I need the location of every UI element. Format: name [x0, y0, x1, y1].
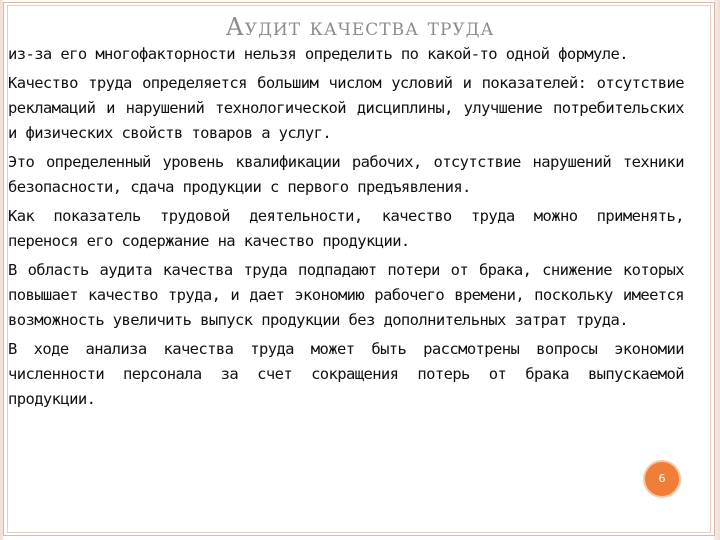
paragraph-6: В ходе анализа качества труда может быть рассмотрены вопросы экономии численности персонала за счет сокращения потерь от брака выпускаемой продукции. — [8, 340, 684, 408]
paragraph-3: Это определенный уровень квалификации рабочих, отсутствие нарушений техники безопасности, сдача продукции с первого предъявления. — [8, 153, 684, 196]
slide-body — [8, 42, 684, 416]
slide-title: Аудит качества труда — [225, 13, 495, 41]
paragraph-4: Как показатель трудовой деятельности, качество труда можно применять, перенося его содержание на качество продукции. — [8, 207, 684, 250]
slide-number-badge: 6 — [643, 460, 681, 498]
paragraph-1: из-за его многофакторности нельзя определить по какой-то одной формуле. — [8, 45, 628, 63]
paragraph-5: В область аудита качества труда подпадают потери от брака, снижение которых повышает качество труда, и дает экономию рабочего времени, поскольку имеется возможность увеличить выпуск продукции без дополнительных затрат труда. — [8, 261, 684, 329]
paragraph-2: Качество труда определяется большим числом условий и показателей: отсутствие рекламаций и нарушений технологической дисциплины, улучшение потребительских и физических свойств товаров а услуг. — [8, 74, 684, 142]
